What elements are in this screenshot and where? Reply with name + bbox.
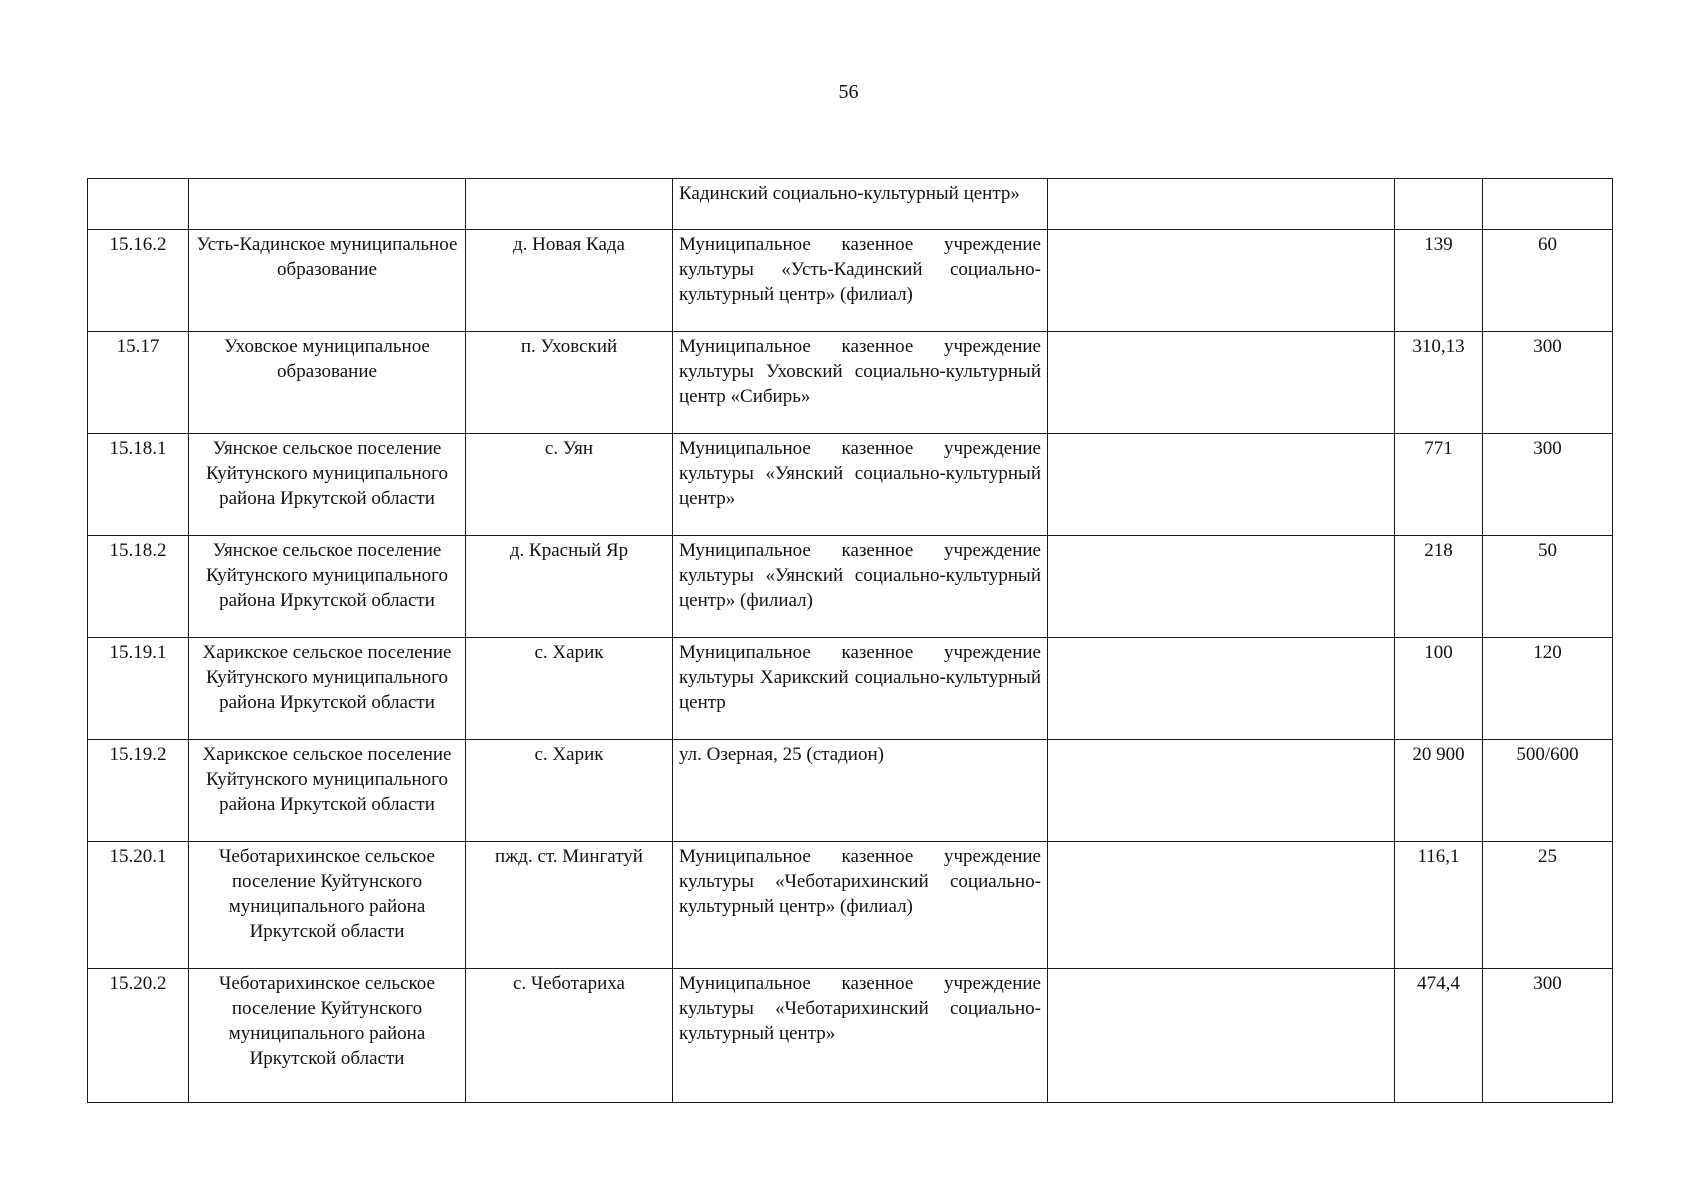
table-row <box>88 638 1613 740</box>
area-cell: 100 <box>1395 638 1483 740</box>
capacity-cell: 120 <box>1483 638 1613 740</box>
capacity-cell: 500/600 <box>1483 740 1613 842</box>
municipality-cell: Усть-Кадинское муниципальное образование <box>189 230 466 332</box>
locality-cell: с. Уян <box>466 434 673 536</box>
notes-cell <box>1048 536 1395 638</box>
institution-cell: Муниципальное казенное учреждение культуры «Уянский социально-культурный центр» <box>673 434 1048 536</box>
institution-cell: Муниципальное казенное учреждение культуры «Усть-Кадинский социально-культурный центр» (филиал) <box>673 230 1048 332</box>
locality-cell: п. Уховский <box>466 332 673 434</box>
table-row <box>88 332 1613 434</box>
area-cell: 771 <box>1395 434 1483 536</box>
area-cell: 20 900 <box>1395 740 1483 842</box>
capacity-cell: 300 <box>1483 969 1613 1103</box>
municipality-cell: Харикское сельское поселение Куйтунского муниципального района Иркутской области <box>189 740 466 842</box>
locality-cell: с. Харик <box>466 638 673 740</box>
row-number-cell: 15.17 <box>88 332 189 434</box>
municipality-cell: Харикское сельское поселение Куйтунского муниципального района Иркутской области <box>189 638 466 740</box>
row-number-cell: 15.18.2 <box>88 536 189 638</box>
municipality-cell: Уянское сельское поселение Куйтунского муниципального района Иркутской области <box>189 434 466 536</box>
area-cell <box>1395 179 1483 230</box>
table-row <box>88 230 1613 332</box>
row-number-cell: 15.20.1 <box>88 842 189 969</box>
institution-cell: Муниципальное казенное учреждение культуры «Уянский социально-культурный центр» (филиал) <box>673 536 1048 638</box>
institution-cell: Муниципальное казенное учреждение культуры Харикский социально-культурный центр <box>673 638 1048 740</box>
municipality-cell: Уянское сельское поселение Куйтунского муниципального района Иркутской области <box>189 536 466 638</box>
municipality-cell: Уховское муниципальное образование <box>189 332 466 434</box>
notes-cell <box>1048 638 1395 740</box>
table-row <box>88 179 1613 230</box>
notes-cell <box>1048 969 1395 1103</box>
facilities-table <box>87 178 1613 1103</box>
table-row <box>88 434 1613 536</box>
area-cell: 116,1 <box>1395 842 1483 969</box>
capacity-cell: 60 <box>1483 230 1613 332</box>
table-row <box>88 740 1613 842</box>
locality-cell <box>466 179 673 230</box>
institution-cell: ул. Озерная, 25 (стадион) <box>673 740 1048 842</box>
notes-cell <box>1048 230 1395 332</box>
notes-cell <box>1048 740 1395 842</box>
row-number-cell: 15.16.2 <box>88 230 189 332</box>
locality-cell: с. Чеботариха <box>466 969 673 1103</box>
area-cell: 310,13 <box>1395 332 1483 434</box>
locality-cell: с. Харик <box>466 740 673 842</box>
municipality-cell <box>189 179 466 230</box>
notes-cell <box>1048 179 1395 230</box>
row-number-cell: 15.19.1 <box>88 638 189 740</box>
notes-cell <box>1048 842 1395 969</box>
institution-cell: Муниципальное казенное учреждение культуры «Чеботарихинский социально-культурный центр» <box>673 969 1048 1103</box>
municipality-cell: Чеботарихинское сельское поселение Куйтунского муниципального района Иркутской области <box>189 842 466 969</box>
row-number-cell: 15.18.1 <box>88 434 189 536</box>
capacity-cell <box>1483 179 1613 230</box>
area-cell: 474,4 <box>1395 969 1483 1103</box>
locality-cell: пжд. ст. Мингатуй <box>466 842 673 969</box>
page-number: 56 <box>838 81 859 103</box>
capacity-cell: 50 <box>1483 536 1613 638</box>
capacity-cell: 300 <box>1483 434 1613 536</box>
row-number-cell: 15.19.2 <box>88 740 189 842</box>
row-number-cell: 15.20.2 <box>88 969 189 1103</box>
area-cell: 139 <box>1395 230 1483 332</box>
row-number-cell <box>88 179 189 230</box>
notes-cell <box>1048 332 1395 434</box>
institution-cell: Муниципальное казенное учреждение культуры Уховский социально-культурный центр «Сибирь» <box>673 332 1048 434</box>
table-row <box>88 842 1613 969</box>
table-row <box>88 969 1613 1103</box>
table-row <box>88 536 1613 638</box>
capacity-cell: 300 <box>1483 332 1613 434</box>
locality-cell: д. Красный Яр <box>466 536 673 638</box>
capacity-cell: 25 <box>1483 842 1613 969</box>
notes-cell <box>1048 434 1395 536</box>
institution-cell: Кадинский социально-культурный центр» <box>673 179 1048 230</box>
area-cell: 218 <box>1395 536 1483 638</box>
institution-cell: Муниципальное казенное учреждение культуры «Чеботарихинский социально-культурный центр» (филиал) <box>673 842 1048 969</box>
municipality-cell: Чеботарихинское сельское поселение Куйтунского муниципального района Иркутской области <box>189 969 466 1103</box>
locality-cell: д. Новая Када <box>466 230 673 332</box>
